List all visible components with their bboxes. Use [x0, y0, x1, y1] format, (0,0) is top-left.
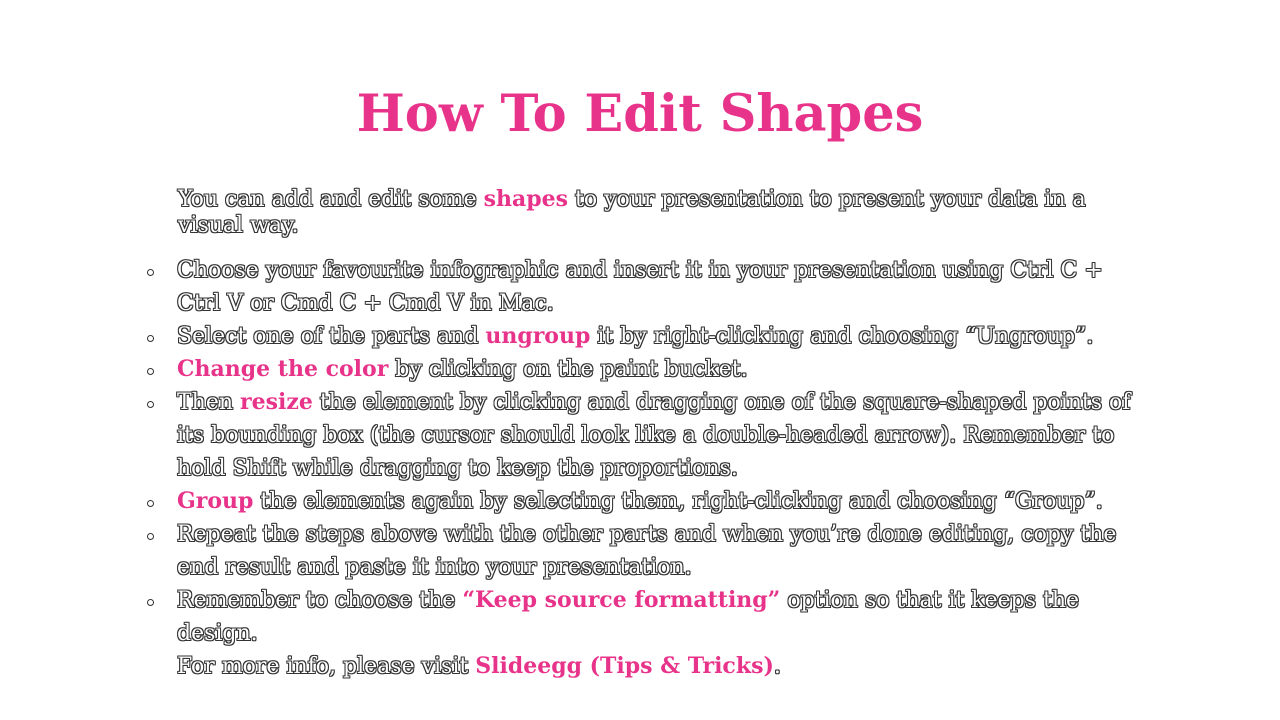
item-highlight: ungroup [485, 323, 591, 349]
footer-line [147, 650, 1147, 683]
bullet-icon [147, 368, 154, 375]
item-highlight: Group [177, 488, 254, 514]
item-text-after: option so that it keeps the design. [177, 588, 1080, 646]
bullet-icon [147, 599, 154, 606]
intro-highlight: shapes [483, 186, 569, 212]
footer-text-after: . [773, 654, 781, 679]
list-item [147, 584, 1147, 650]
item-text-after: the element by clicking and dragging one of the square-shaped points of its bounding box (the cursor should look like a double-headed arrow). Remember to hold Shift while dragging to keep the proportions. [177, 390, 1131, 481]
slide-title: How To Edit Shapes [356, 84, 924, 144]
bullet-icon [147, 401, 154, 408]
slideegg-link[interactable]: Slideegg (Tips & Tricks) [475, 653, 774, 679]
list-item [147, 518, 1147, 584]
bullet-icon [147, 335, 154, 342]
item-text-before: Remember to choose the [177, 588, 463, 613]
steps-list [147, 254, 1147, 683]
item-text-before: Then [177, 390, 241, 415]
item-text: Choose your favourite infographic and insert it in your presentation using Ctrl C + Ctrl V or Cmd C + Cmd V in Mac. [177, 258, 1103, 316]
item-highlight: “Keep source formatting” [462, 587, 781, 613]
item-text-after: the elements again by selecting them, right-clicking and choosing “Group”. [253, 489, 1103, 514]
bullet-icon [147, 533, 154, 540]
item-text-after: by clicking on the paint bucket. [388, 357, 748, 382]
list-item [147, 320, 1147, 353]
bullet-icon [147, 269, 154, 276]
intro-text-after: to your presentation to present your data in a visual way. [178, 187, 1086, 238]
bullet-icon [147, 500, 154, 507]
intro-paragraph [178, 186, 1128, 239]
item-highlight: resize [240, 389, 313, 415]
item-text-after: it by right-clicking and choosing “Ungroup”. [590, 324, 1094, 349]
list-item [147, 254, 1147, 320]
footer-text-before: For more info, please visit [177, 654, 476, 679]
list-item [147, 353, 1147, 386]
list-item [147, 386, 1147, 485]
item-text: Repeat the steps above with the other parts and when you’re done editing, copy the end result and paste it into your presentation. [177, 522, 1117, 580]
list-item [147, 485, 1147, 518]
intro-text-before: You can add and edit some [178, 187, 484, 212]
item-highlight: Change the color [177, 356, 389, 382]
item-text-before: Select one of the parts and [177, 324, 486, 349]
